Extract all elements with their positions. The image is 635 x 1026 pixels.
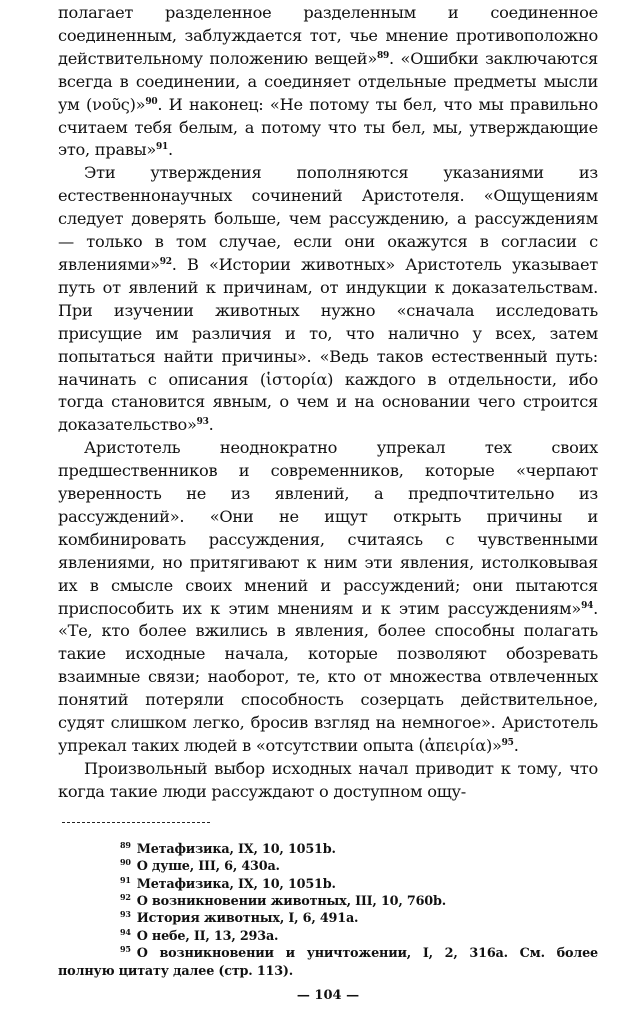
footnote-93 xyxy=(58,910,598,927)
footnote-text: Метафизика, IX, 10, 1051b. xyxy=(136,876,336,892)
footnote-ref-91: 91 xyxy=(156,142,169,153)
paragraph-4 xyxy=(58,758,598,804)
footnote-text: О душе, III, 6, 430a. xyxy=(136,859,280,875)
footnote-number: 90 xyxy=(120,857,131,868)
footnote-number: 94 xyxy=(120,926,131,937)
paragraph-2 xyxy=(58,162,598,437)
paragraph-4-text: Произвольный выбор исходных начал приводит к тому, что когда такие люди рассуждают о доступном ощу- xyxy=(58,758,598,801)
footnote-text: О возникновении и уничтожении, I, 2, 316a. См. более полную цитату далее (стр. 113). xyxy=(58,946,598,979)
footnote-94 xyxy=(58,928,598,945)
book-page xyxy=(58,2,598,1003)
paragraph-1 xyxy=(58,2,598,162)
footnote-ref-94: 94 xyxy=(581,600,594,611)
footnote-ref-89: 89 xyxy=(377,50,390,61)
paragraph-2-text-c: . xyxy=(208,415,214,435)
paragraph-1-text-a: полагает разделенное разделенным и соединенное соединенным, заблуждается тот, чье мнение противоположно действительному положению вещей» xyxy=(58,3,598,68)
footnote-number: 93 xyxy=(120,909,131,920)
footnote-text: История животных, I, 6, 491a. xyxy=(136,911,359,927)
paragraph-1-text-c: . И наконец: «Не потому ты бел, что мы правильно считаем тебя белым, а потому что ты бел, мы, утверждающие это, правы» xyxy=(58,94,598,160)
footnote-ref-90: 90 xyxy=(145,96,158,107)
footnote-89 xyxy=(58,841,598,858)
paragraph-1-text-b: . «Ошибки заключаются всегда в соединении, а соединяет отдельные предметы мысли ум (νοῦς)» xyxy=(58,48,598,114)
footnote-number: 95 xyxy=(120,944,131,955)
paragraph-3-text-b: . «Те, кто более вжились в явления, более способны полагать такие исходные начала, которые позволяют обозревать взаимные связи; наоборот, те, кто от множества отвлеченных понятий потеряли способность созерцать действительное, судят слишком легко, бросив взгляд на немногое». Аристотель упрекал таких людей в «отсутствии опыта (ἀπειρία)» xyxy=(58,598,598,755)
footnote-text: О небе, II, 13, 293a. xyxy=(136,928,279,944)
paragraph-1-text-d: . xyxy=(168,140,173,160)
footnotes xyxy=(58,841,598,980)
paragraph-3 xyxy=(58,437,598,758)
paragraph-3-text-c: . xyxy=(513,736,519,755)
footnote-divider xyxy=(62,822,210,823)
paragraph-2-text-b: . В «Истории животных» Аристотель указывает путь от явлений к причинам, от индукции к доказательствам. При изучении животных нужно «сначала исследовать присущие им различия и то, что налично у всех, затем попытаться найти причины». «Ведь таков естественный путь: начинать с описания (ἱστορία) каждого в отдельности, ибо тогда становится явным, о чем и на основании чего строится доказательство» xyxy=(58,254,598,435)
footnote-ref-93: 93 xyxy=(196,417,209,428)
paragraph-3-text-a: Аристотель неоднократно упрекал тех своих предшественников и современников, которые «черпают уверенность не из явлений, а предпочтительно из рассуждений». «Они не ищут открыть причины и комбинировать рассуждения, считаясь с чувственными явлениями, но притягивают к ним эти явления, истолковывая их в смысле своих мнений и рассуждений; они пытаются приспособить их к этим мнениям и к этим рассуждениям» xyxy=(58,438,598,618)
footnote-ref-92: 92 xyxy=(159,256,172,267)
footnote-number: 92 xyxy=(120,891,131,902)
paragraph-2-text-a: Эти утверждения пополняются указаниями из естественнонаучных сочинений Аристотеля. «Ощущениям следует доверять больше, чем рассуждению, а рассуждениям — только в том случае, если они окажутся в согласии с явлениями» xyxy=(58,163,598,274)
footnote-text: О возникновении животных, III, 10, 760b. xyxy=(136,893,446,909)
footnote-number: 91 xyxy=(120,874,131,885)
footnote-92 xyxy=(58,893,598,910)
footnote-91 xyxy=(58,876,598,893)
page-number: — 104 — xyxy=(296,987,360,1003)
footnote-95 xyxy=(58,945,598,980)
footnote-ref-95: 95 xyxy=(501,738,514,748)
footnote-text: Метафизика, IX, 10, 1051b. xyxy=(136,841,336,857)
footnote-number: 89 xyxy=(120,839,131,850)
footnote-90 xyxy=(58,858,598,875)
